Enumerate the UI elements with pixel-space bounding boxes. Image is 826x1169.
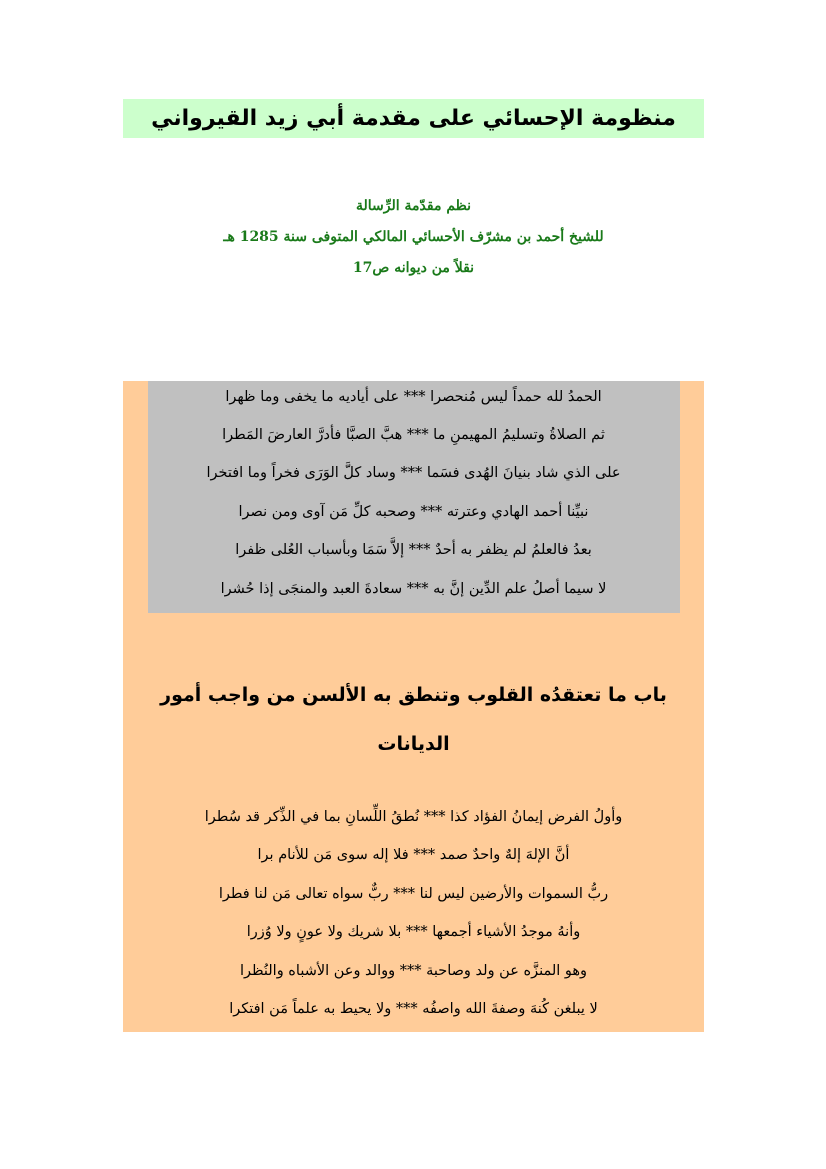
verse-line: ثم الصلاةُ وتسليمُ المهيمنِ ما *** هبَّ الصبَّا فأدرَّ العارضَ المَطرا [222, 427, 605, 443]
intro-line: للشيخ أحمد بن مشرّف الأحسائي المالكي المتوفى سنة 1285 هـ [223, 229, 604, 245]
verse-line: وأنهُ موجدُ الأشياء أجمعها *** بلا شريك ولا عونٍ ولا وُزرا [246, 924, 581, 940]
intro-line: نظم مقدّمة الرِّسالة [355, 198, 472, 214]
verse-line: لا سيما أصلُ علم الدِّين إنَّ به *** سعادةَ العبد والمنجَى إذا حُشرا [220, 581, 607, 597]
page-title: منظومة الإحسائي على مقدمة أبي زيد القيرواني [151, 106, 676, 131]
section-heading: باب ما تعتقدُه القلوب وتنطق به الألسن من واجب أمور [160, 684, 667, 706]
verse-line: بعدُ فالعلمُ لم يظفر به أحدٌ *** إلاَّ سَمَا وبأسباب العُلى ظفرا [235, 542, 592, 558]
title-banner [123, 99, 704, 138]
verse-line: وهو المنزَّه عن ولد وصاحبة *** ووالد وعن الأشباه والنُظرا [239, 963, 588, 979]
verse-line: على الذي شاد بنيانَ الهُدى فسَما *** وساد كلَّ الوَرَى فخراً وما افتخرا [206, 465, 621, 481]
intro-line: نقلاً من ديوانه ص17 [352, 260, 475, 276]
verse-line: الحمدُ لله حمداً ليس مُنحصرا *** على أياديه ما يخفى وما ظهرا [225, 389, 602, 405]
verse-line: نبيِّنا أحمد الهادي وعترته *** وصحبه كلِّ مَن آوى ومن نصرا [238, 504, 589, 520]
verse-line: وأولُ الفرض إيمانُ الفؤاد كذا *** نُطقُ اللِّسانِ بما في الذِّكر قد سُطرا [204, 809, 623, 825]
verse-line: لا يبلغن كُنهَ وصفةَ الله واصفُه *** ولا يحيط به علماً مَن افتكرا [229, 1001, 598, 1017]
highlight-block [148, 381, 680, 613]
section-heading: الديانات [377, 733, 450, 755]
verse-line: أنَّ الإلهَ إلهٌ واحدٌ صمد *** فلا إله سوى مَن للأنام برا [257, 847, 570, 863]
verse-line: ربُّ السموات والأرضين ليس لنا *** ربٌّ سواه تعالى مَن لنا فطرا [218, 886, 609, 902]
intro-block [123, 196, 704, 289]
